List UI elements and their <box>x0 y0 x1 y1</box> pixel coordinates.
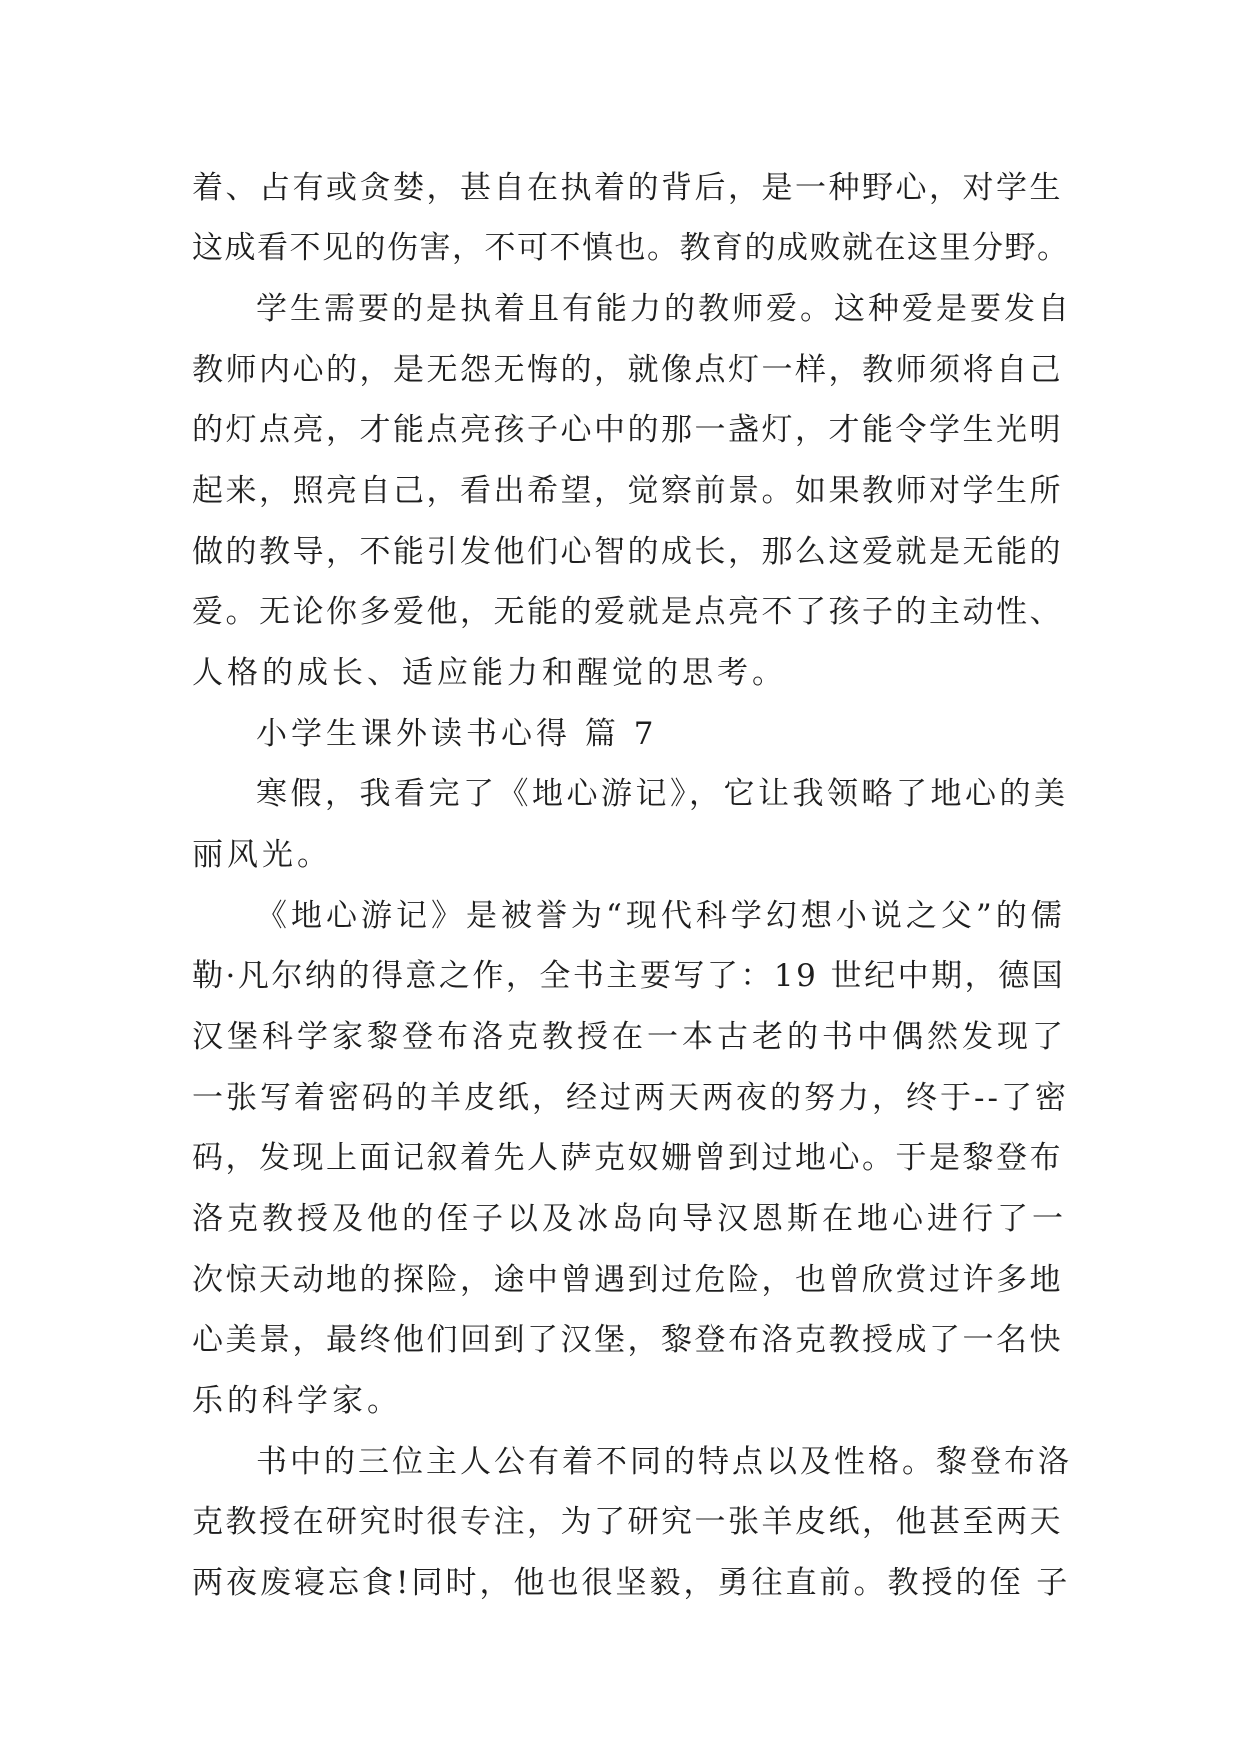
text-line: 两夜废寝忘食!同时，他也很坚毅，勇往直前。教授的侄 子 <box>192 1565 1071 1601</box>
text-line: 克教授在研究时很专注，为了研究一张羊皮纸，他甚至两天 <box>192 1504 1063 1540</box>
paragraph-start-line: 学生需要的是执着且有能力的教师爱。这种爱是要发自 <box>256 291 1072 327</box>
text-line: 码，发现上面记叙着先人萨克奴姗曾到过地心。于是黎登布 <box>192 1140 1063 1176</box>
text-line: 这成看不见的伤害，不可不慎也。教育的成败就在这里分野。 <box>192 230 1070 266</box>
text-line: 做的教导，不能引发他们心智的成长，那么这爱就是无能的 <box>192 534 1063 570</box>
text-line: 丽风光。 <box>192 837 332 873</box>
text-line: 着、占有或贪婪，甚自在执着的背后，是一种野心，对学生 <box>192 170 1063 206</box>
text-line: 一张写着密码的羊皮纸，经过两天两夜的努力，终于--了密 <box>192 1080 1069 1116</box>
text-line: 起来，照亮自己，看出希望，觉察前景。如果教师对学生所 <box>192 473 1063 509</box>
text-line: 的灯点亮，才能点亮孩子心中的那一盏灯，才能令学生光明 <box>192 412 1063 448</box>
text-line: 人格的成长、适应能力和醒觉的思考。 <box>192 655 787 691</box>
paragraph-start-line: 《地心游记》是被誉为“现代科学幻想小说之父”的儒 <box>256 898 1066 934</box>
section-heading: 小学生课外读书心得 篇 7 <box>256 716 658 752</box>
paragraph-start-line: 寒假，我看完了《地心游记》，它让我领略了地心的美 <box>256 776 1069 812</box>
text-line: 汉堡科学家黎登布洛克教授在一本古老的书中偶然发现了 <box>192 1019 1067 1055</box>
paragraph-start-line: 书中的三位主人公有着不同的特点以及性格。黎登布洛 <box>256 1444 1072 1480</box>
text-line: 洛克教授及他的侄子以及冰岛向导汉恩斯在地心进行了一 <box>192 1201 1067 1237</box>
text-line: 勒·凡尔纳的得意之作，全书主要写了：19 世纪中期，德国 <box>192 958 1066 994</box>
text-line: 教师内心的，是无怨无悔的，就像点灯一样，教师须将自己 <box>192 352 1063 388</box>
text-line: 次惊天动地的探险，途中曾遇到过危险，也曾欣赏过许多地 <box>192 1262 1063 1298</box>
text-line: 心美景，最终他们回到了汉堡，黎登布洛克教授成了一名快 <box>192 1322 1063 1358</box>
text-line: 乐的科学家。 <box>192 1383 402 1419</box>
text-line: 爱。无论你多爱他，无能的爱就是点亮不了孩子的主动性、 <box>192 594 1063 630</box>
